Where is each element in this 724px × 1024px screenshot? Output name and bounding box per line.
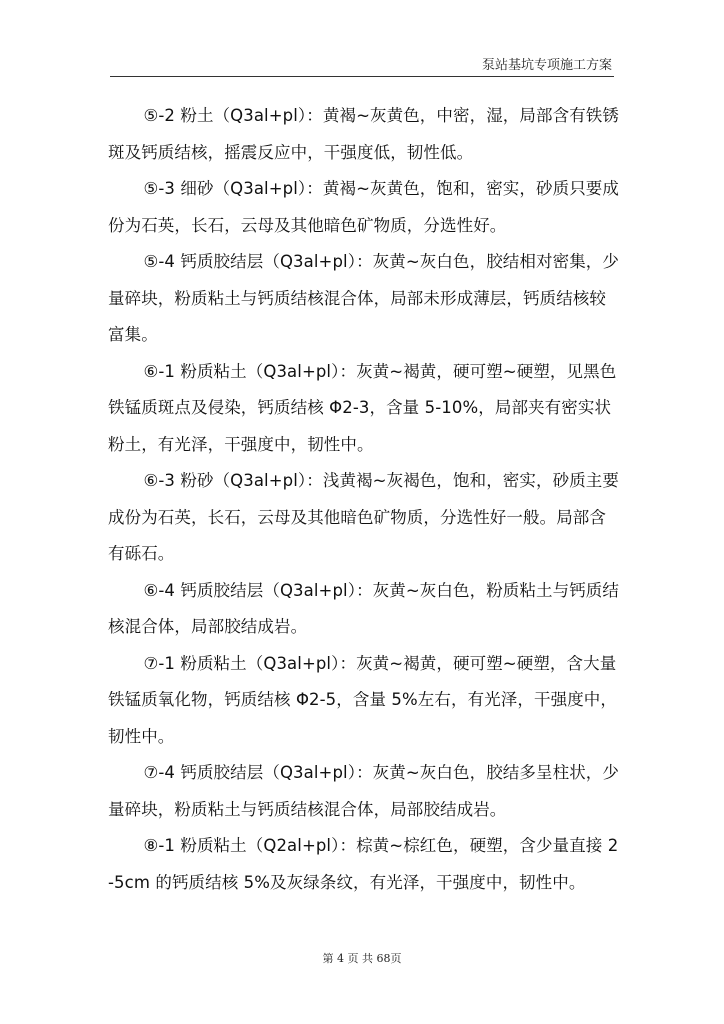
paragraph-7-1-silty-clay: ⑦-1 粉质粘土（Q3al+pl）：灰黄~褐黄，硬可塑~硬塑，含大量铁锰质氧化物，钙质结核 Φ2-5，含量 5%左右，有光泽，干强度中，韧性中。 xyxy=(108,653,618,746)
paragraph-7-4-calcareous-layer: ⑦-4 钙质胶结层（Q3al+pl）：灰黄~灰白色，胶结多呈柱状，少量碎块，粉质粘土与钙质结核混合体，局部胶结成岩。 xyxy=(108,763,619,819)
paragraph-5-2-silt: ⑤-2 粉土（Q3al+pl）：黄褐~灰黄色，中密，湿，局部含有铁锈斑及钙质结核，摇震反应中，干强度低，韧性低。 xyxy=(108,106,619,162)
page-header xyxy=(110,48,614,77)
paragraph-6-4-calcareous-layer: ⑥-4 钙质胶结层（Q3al+pl）：灰黄~灰白色，粉质粘土与钙质结核混合体，局部胶结成岩。 xyxy=(108,580,619,636)
paragraph-5-4-calcareous-layer: ⑤-4 钙质胶结层（Q3al+pl）：灰黄~灰白色，胶结相对密集，少量碎块，粉质粘土与钙质结核混合体，局部未形成薄层，钙质结核较富集。 xyxy=(108,252,619,344)
paragraph-8-1-silty-clay: ⑧-1 粉质粘土（Q2al+pl）：棕黄~棕红色，硬塑，含少量直接 2-5cm 的钙质结核 5%及灰绿条纹，有光泽，干强度中，韧性中。 xyxy=(108,836,619,892)
page-number: 第 4 页 共 68页 xyxy=(322,952,402,965)
paragraph-5-3-fine-sand: ⑤-3 细砂（Q3al+pl）：黄褐~灰黄色，饱和，密实，砂质只要成份为石英，长石，云母及其他暗色矿物质，分选性好。 xyxy=(108,179,619,235)
page-footer xyxy=(0,950,724,966)
paragraph-6-1-silty-clay: ⑥-1 粉质粘土（Q3al+pl）：灰黄~褐黄，硬可塑~硬塑，见黑色铁锰质斑点及侵染，钙质结核 Φ2-3，含量 5-10%，局部夹有密实状粉土，有光泽，干强度中，韧性中。 xyxy=(108,361,617,454)
document-body xyxy=(108,98,620,901)
document-title: 泵站基坑专项施工方案 xyxy=(481,58,612,73)
paragraph-6-3-silty-sand: ⑥-3 粉砂（Q3al+pl）：浅黄褐~灰褐色，饱和，密实，砂质主要成份为石英，长石，云母及其他暗色矿物质，分选性好一般。局部含有砾石。 xyxy=(108,471,619,563)
